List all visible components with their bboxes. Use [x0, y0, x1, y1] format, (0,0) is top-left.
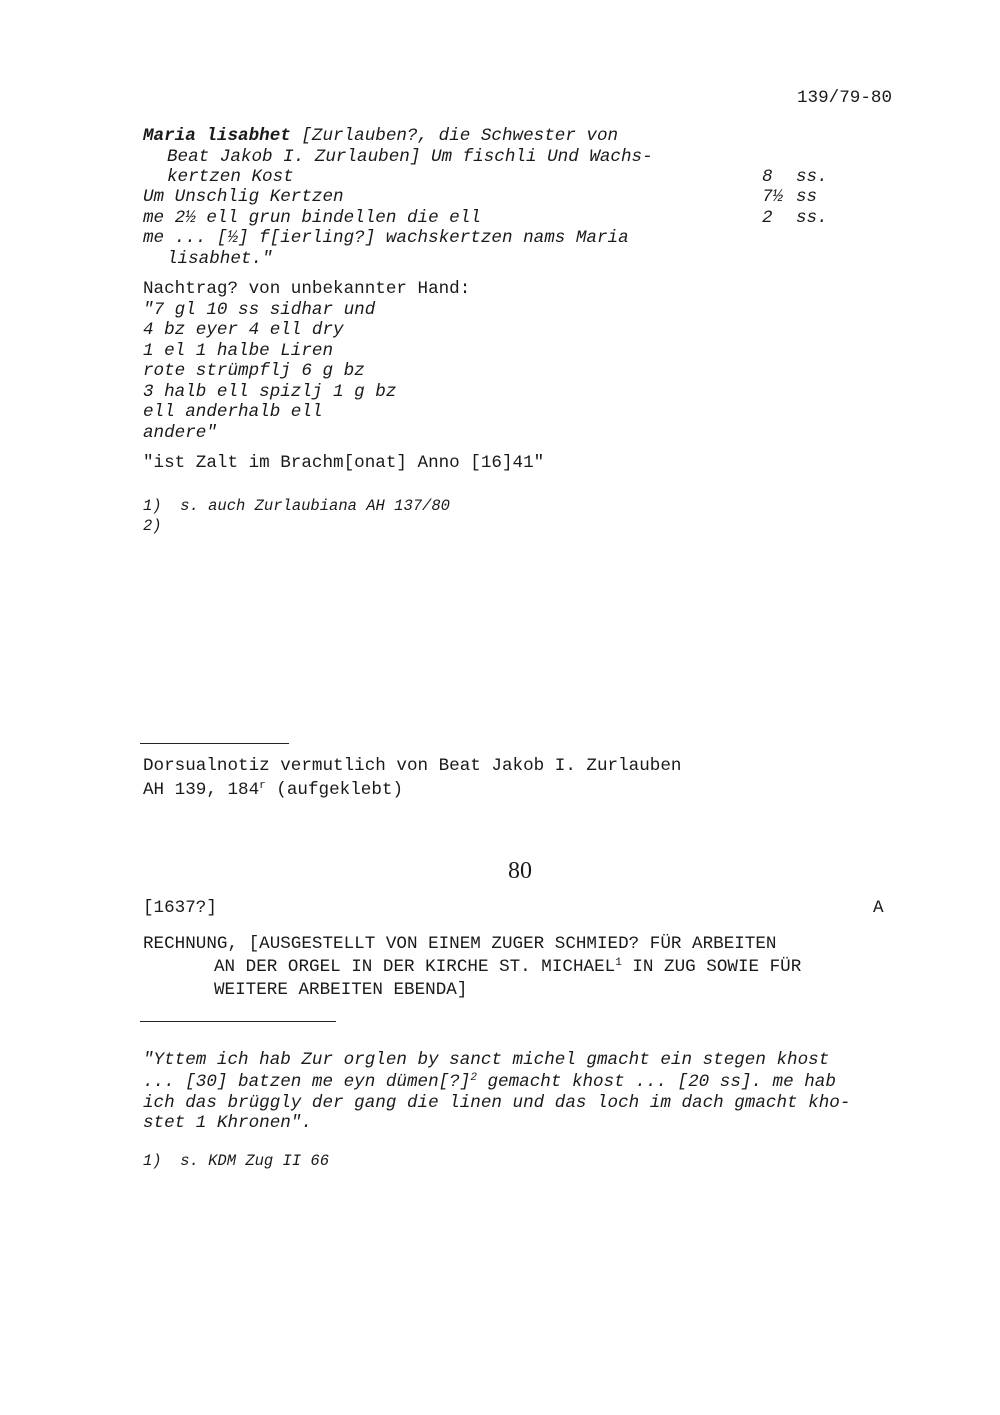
addendum-line: 4 bz eyer 4 ell dry	[143, 320, 344, 340]
entry-name: Maria lisabhet	[143, 126, 291, 146]
separator-rule	[140, 743, 289, 744]
footnote-1: 1) s. auch Zurlaubiana AH 137/80	[143, 497, 450, 515]
entry-line-3: kertzen Kost	[167, 167, 294, 187]
page-reference: 139/79-80	[797, 88, 893, 108]
document-title-line-2	[214, 957, 801, 977]
document-letter: A	[873, 898, 884, 918]
title-text: AN DER ORGEL IN DER KIRCHE ST. MICHAEL	[214, 957, 616, 977]
document-date: [1637?]	[143, 898, 217, 918]
dorsal-ref-superscript: r	[259, 780, 266, 792]
entry-line-5: me 2½ ell grun bindellen die ell	[143, 208, 481, 228]
title-footnote-marker: 1	[615, 957, 622, 969]
document-footnote: 1) s. KDM Zug II 66	[143, 1152, 330, 1170]
document-text-line-1: "Yttem ich hab Zur orglen by sanct michel gmacht ein stegen khost	[143, 1050, 830, 1070]
addendum-line: andere"	[143, 423, 217, 443]
entry-line-1-rest: [Zurlauben?, die Schwester von	[290, 126, 619, 146]
entry-line-7: lisabhet."	[167, 249, 273, 269]
document-title-line-1: RECHNUNG, [AUSGESTELLT VON EINEM ZUGER SCHMIED? FÜR ARBEITEN	[143, 934, 777, 954]
addendum-line: rote strümpflj 6 g bz	[143, 361, 365, 381]
document-title-line-3: WEITERE ARBEITEN EBENDA]	[214, 980, 468, 1000]
entry-line-1	[143, 126, 618, 146]
text-segment: ... [30] batzen me eyn dümen[?]	[143, 1072, 471, 1092]
addendum-intro: Nachtrag? von unbekannter Hand:	[143, 279, 471, 299]
addendum-line: 1 el 1 halbe Liren	[143, 341, 334, 361]
text-segment-rest: gemacht khost ... [20 ss]. me hab	[476, 1072, 836, 1092]
amount-unit: ss.	[796, 167, 828, 187]
entry-line-4: Um Unschlig Kertzen	[143, 187, 344, 207]
dorsal-note-line-1: Dorsualnotiz vermutlich von Beat Jakob I. Zurlauben	[143, 756, 682, 776]
amount-value: 2	[762, 208, 773, 228]
addendum-line: "7 gl 10 ss sidhar und	[143, 300, 376, 320]
title-text-rest: IN ZUG SOWIE FÜR	[621, 957, 802, 977]
addendum-line: ell anderhalb ell	[143, 402, 323, 422]
text-footnote-marker: 2	[470, 1072, 477, 1084]
footnote-2: 2)	[143, 517, 162, 535]
document-text-line-3: ich das brüggly der gang die linen und das loch im dach gmacht kho-	[143, 1093, 851, 1113]
dorsal-ref-note: (aufgeklebt)	[265, 780, 404, 800]
amount-value: 7½	[762, 187, 784, 207]
amount-value: 8	[762, 167, 773, 187]
document-number: 80	[508, 858, 532, 884]
dorsal-ref: AH 139, 184	[143, 780, 260, 800]
amount-unit: ss.	[796, 208, 828, 228]
addendum-closing: "ist Zalt im Brachm[onat] Anno [16]41"	[143, 453, 545, 473]
entry-line-6: me ... [½] f[ierling?] wachskertzen nams Maria	[143, 228, 629, 248]
entry-line-2: Beat Jakob I. Zurlauben] Um fischli Und Wachs-	[167, 147, 653, 167]
separator-rule	[140, 1021, 336, 1022]
document-text-line-2	[143, 1072, 836, 1092]
amount-unit: ss	[796, 187, 818, 207]
addendum-line: 3 halb ell spizlj 1 g bz	[143, 382, 397, 402]
dorsal-note-line-2	[143, 780, 403, 800]
document-text-line-4: stet 1 Khronen".	[143, 1113, 312, 1133]
